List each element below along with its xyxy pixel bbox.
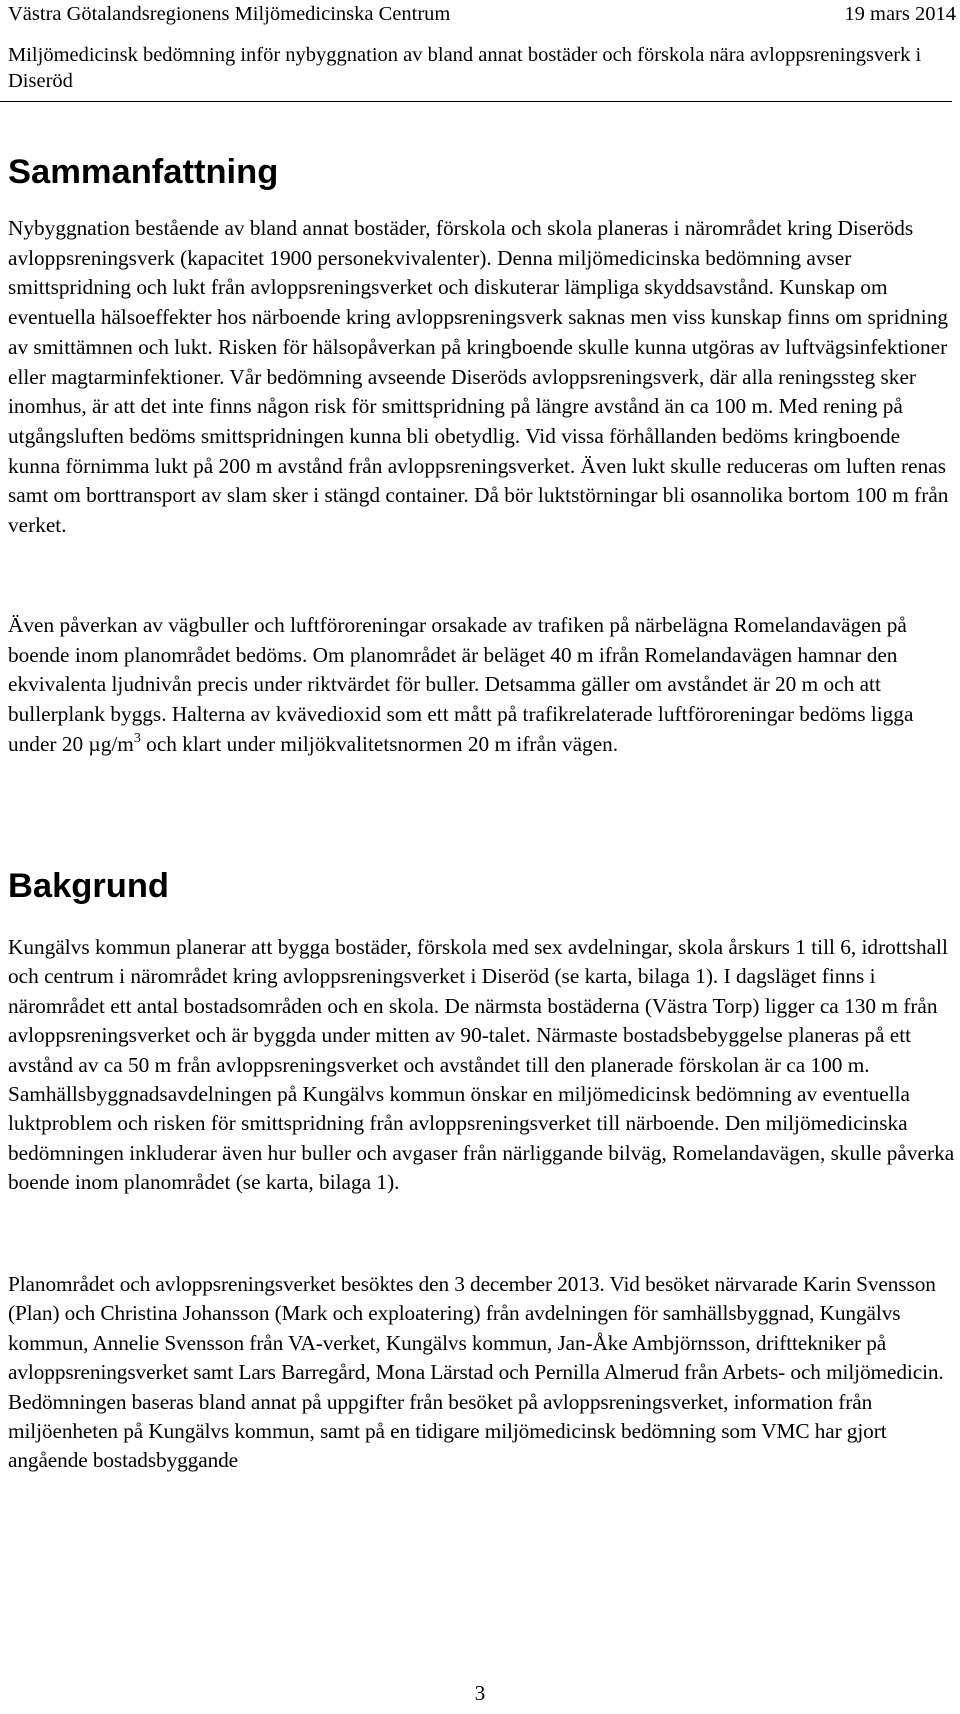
header-document-title: Miljömedicinsk bedömning inför nybyggnation av bland annat bostäder och förskola nära avloppsreningsverk i Diseröd bbox=[8, 44, 922, 92]
background-paragraph-2: Planområdet och avloppsreningsverket besöktes den 3 december 2013. Vid besöket närvarade Karin Svensson (Plan) och Christina Johansson (Mark och exploatering) från avdelningen för samhällsbyggnad, Kungälvs kommun, Annelie Svensson från VA-verket, Kungälvs kommun, Jan-Åke Ambjörnsson, drifttekniker på avloppsreningsverket samt Lars Barregård, Mona Lärstad och Pernilla Almerud från Arbets- och miljömedicin. Bedömningen baseras bland annat på uppgifter från besöket på avloppsreningsverket, information från miljöenheten på Kungälvs kommun, samt på en tidigare miljömedicinsk bedömning som VMC har gjort angående bostadsbyggande bbox=[8, 1272, 944, 1473]
summary-paragraph-2-tail: och klart under miljökvalitetsnormen 20 m ifrån vägen. bbox=[140, 731, 619, 756]
page-number: 3 bbox=[474, 1681, 486, 1705]
summary-heading: Sammanfattning bbox=[8, 153, 279, 191]
header-organization: Västra Götalandsregionens Miljömedicinska Centrum bbox=[8, 3, 451, 25]
summary-paragraph-2 bbox=[8, 611, 956, 760]
superscript-exponent: 3 bbox=[133, 730, 141, 746]
summary-paragraph-1: Nybyggnation bestående av bland annat bostäder, förskola och skola planeras i närområdet kring Diseröds avloppsreningsverk (kapacitet 1900 personekvivalenter). Denna miljömedicinska bedömning avser smittspridning och lukt från avloppsreningsverket och diskuterar lämpliga skyddsavstånd. Kunskap om eventuella hälsoeffekter hos närboende kring avloppsreningsverk saknas men viss kunskap finns om spridning av smittämnen och lukt. Risken för hälsopåverkan på kringboende skulle kunna utgöras av luftvägsinfektioner eller magtarminfektioner. Vår bedömning avseende Diseröds avloppsreningsverk, där alla reningssteg sker inomhus, är att det inte finns någon risk för smittspridning på längre avstånd än ca 100 m. Med rening på utgångsluften bedöms smittspridningen kunna bli obetydlig. Vid vissa förhållanden bedöms kringboende kunna förnimma lukt på 200 m avstånd från avloppsreningsverket. Även lukt skulle reduceras om luften renas samt om borttransport av slam sker i stängd container. Då bör luktstörningar bli osannolika bortom 100 m från verket. bbox=[8, 216, 949, 538]
summary-paragraph-2-text: Även påverkan av vägbuller och luftföroreningar orsakade av trafiken på närbelägna Romelandavägen på boende inom planområdet bedöms. Om planområdet är beläget 40 m ifrån Romelandavägen hamnar den ekvivalenta ljudnivån precis under riktvärdet för buller. Detsamma gäller om avståndet är 20 m och att bullerplank byggs. Halterna av kvävedioxid som ett mått på trafikrelaterade luftföroreningar bedöms ligga under 20 µg/m bbox=[8, 613, 914, 756]
page-header bbox=[8, 0, 956, 27]
header-divider bbox=[0, 101, 952, 102]
background-heading: Bakgrund bbox=[8, 867, 170, 905]
header-top-row bbox=[8, 0, 956, 27]
header-date: 19 mars 2014 bbox=[844, 3, 956, 25]
background-paragraph-1: Kungälvs kommun planerar att bygga bostäder, förskola med sex avdelningar, skola årskurs 1 till 6, idrottshall och centrum i närområdet kring avloppsreningsverket i Diseröd (se karta, bilaga 1). I dagsläget finns i närområdet ett antal bostadsområden och en skola. De närmsta bostäderna (Västra Torp) ligger ca 130 m från avloppsreningsverket och är byggda under mitten av 90-talet. Närmaste bostadsbebyggelse planeras på ett avstånd av ca 50 m från avloppsreningsverket och avståndet till den planerade förskolan är ca 100 m. Samhällsbyggnadsavdelningen på Kungälvs kommun önskar en miljömedicinsk bedömning av eventuella luktproblem och risken för smittspridning från avloppsreningsverket till närboende. Den miljömedicinska bedömningen inkluderar även hur buller och avgaser från närliggande bilväg, Romelandavägen, skulle påverka boende inom planområdet (se karta, bilaga 1). bbox=[8, 935, 955, 1195]
